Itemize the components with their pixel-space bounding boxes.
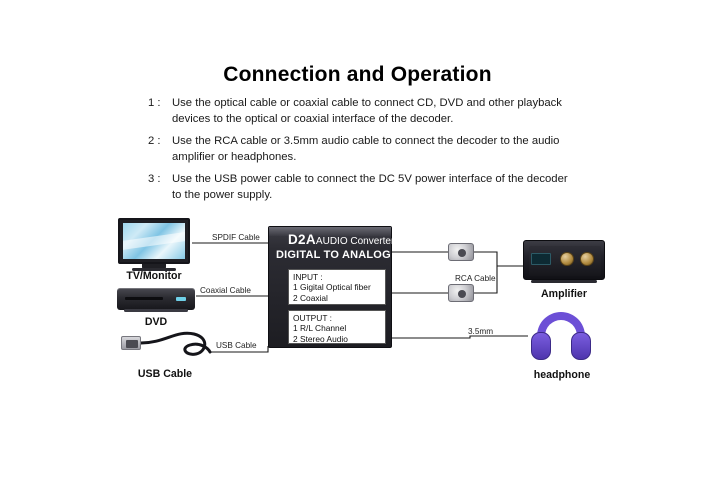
tv-screen [123,223,185,259]
headphone-label: headphone [533,369,591,381]
step-number: 1 : [148,97,161,109]
headphone-earcup-left [531,332,551,360]
usb-connector [121,336,141,350]
coaxial-cable-label: Coaxial Cable [200,286,251,295]
step-number: 2 : [148,135,161,147]
dvd-disc-slot [125,297,163,300]
converter-output-panel [288,310,386,344]
spdif-cable-label: SPDIF Cable [212,233,260,242]
amplifier-knob [580,252,594,266]
step-number: 3 : [148,173,161,185]
dvd-label: DVD [144,316,168,328]
dvd-base [124,309,188,312]
step-text: Use the USB power cable to connect the DC 5V power interface of the decoder to the power supply. [172,173,568,201]
output-panel-line: 1 R/L Channel [293,323,347,334]
input-panel-line: 1 Gigital Optical fiber [293,282,371,293]
step-text: Use the optical cable or coaxial cable to connect CD, DVD and other playback devices to the optical or coaxial interface of the decoder. [172,97,562,125]
usb-cable-wire-label: USB Cable [216,341,257,350]
tv-monitor-device [118,218,190,264]
page-title: Connection and Operation [223,63,492,86]
converter-input-panel [288,269,386,305]
headphone-earcup-right [571,332,591,360]
step-text: Use the RCA cable or 3.5mm audio cable to connect the decoder to the audio amplifier or headphones. [172,135,560,163]
output-panel-heading: OUTPUT : [293,313,332,323]
converter-brand [288,232,394,247]
input-panel-line: 2 Coaxial [293,292,328,303]
output-panel-line: 2 Stereo Audio [293,333,348,344]
tv-monitor-label: TV/Monitor [126,270,182,282]
converter-brand-subtext: AUDIO Converter [315,236,395,247]
amplifier-label: Amplifier [541,288,587,300]
converter-brand-text: D2A [288,232,316,247]
input-panel-heading: INPUT : [293,272,323,282]
amplifier-knob [560,252,574,266]
converter-subtitle: DIGITAL TO ANALOG [276,249,391,261]
usb-cable-label: USB Cable [137,368,193,380]
headphone-device [530,312,592,364]
rca-cable-label: RCA Cable [455,274,496,283]
rca-jack-right [448,243,474,261]
rca-jack-left [448,284,474,302]
dvd-player-device [117,288,195,310]
amplifier-base [531,280,597,283]
aux-cable-label: 3.5mm [468,327,494,336]
amplifier-display [531,253,551,265]
dvd-display [176,297,186,301]
